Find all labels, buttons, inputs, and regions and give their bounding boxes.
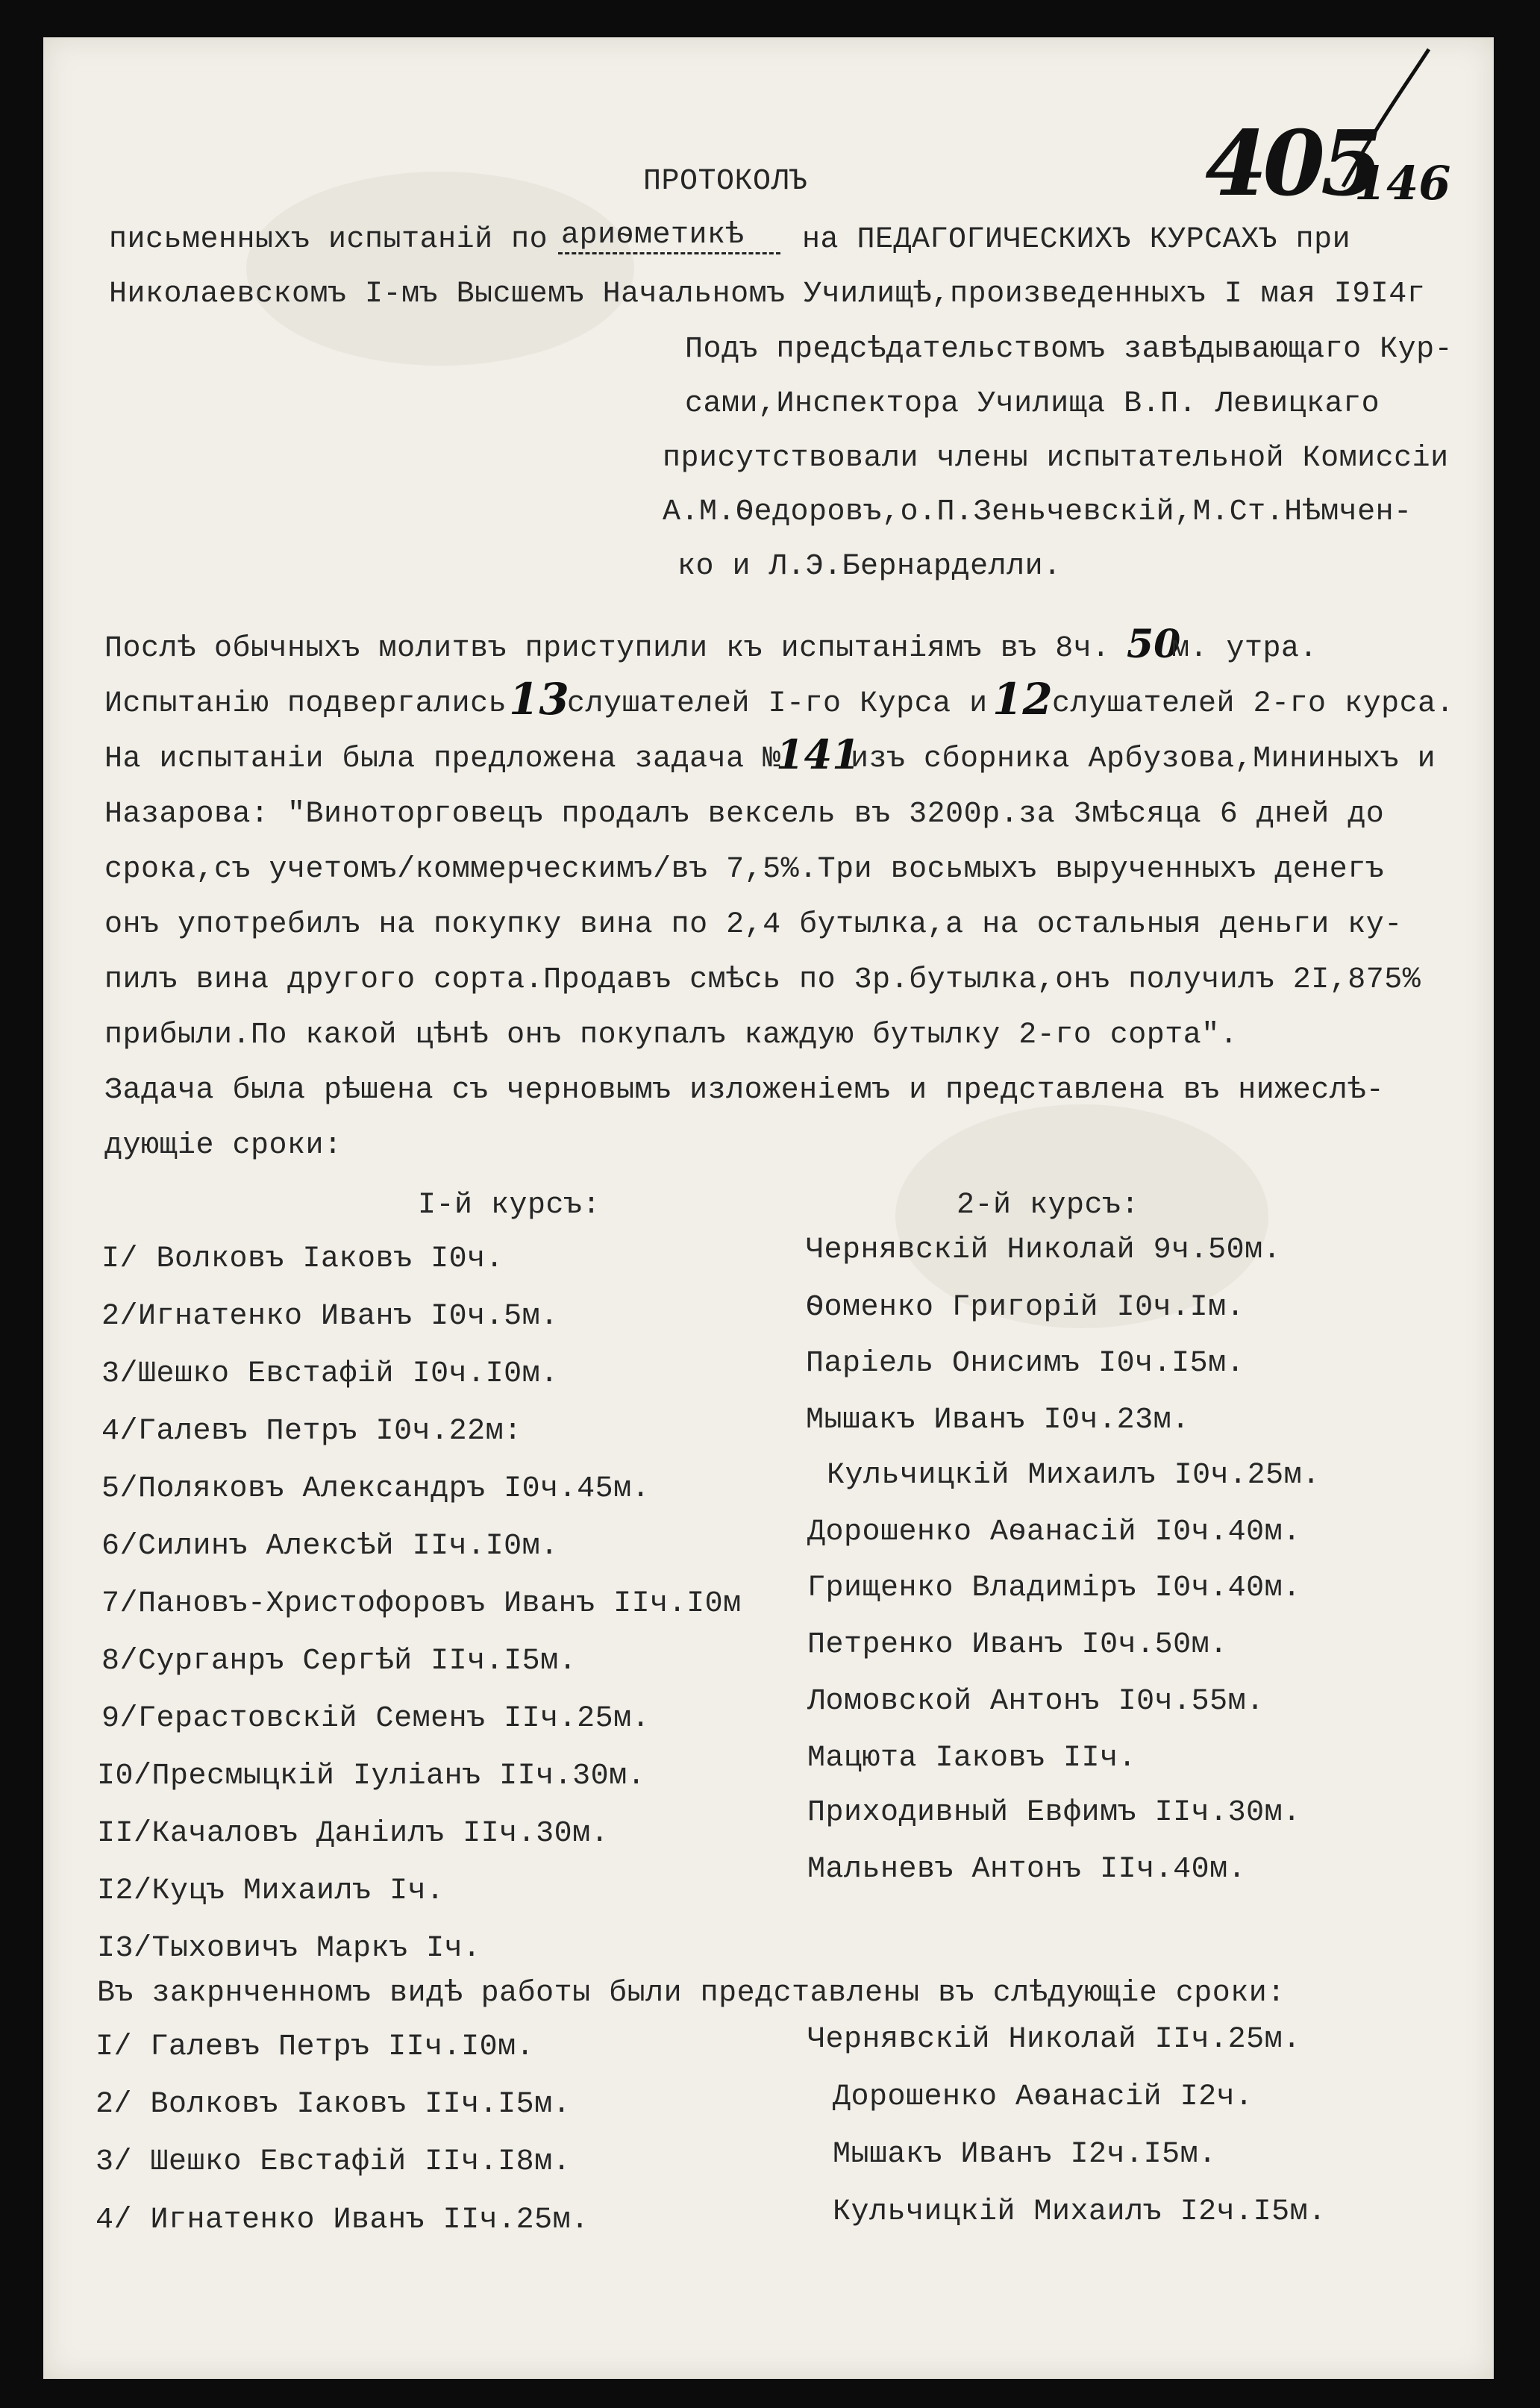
course-1-entry: I/ Волковъ Іаковъ I0ч. (101, 1242, 504, 1276)
final-course-1-entry: I/ Галевъ Петръ IIч.I0м. (96, 2030, 535, 2064)
paper-stain (246, 172, 634, 366)
course-1-entry: I3/Тыховичъ Маркъ Iч. (97, 1932, 481, 1966)
course-2-entry: Грищенко Владиміръ I0ч.40м. (807, 1572, 1301, 1605)
course-2-header: 2-й курсъ: (957, 1189, 1140, 1222)
final-course-1-entry: 2/ Волковъ Іаковъ IIч.I5м. (96, 2088, 572, 2121)
handwritten-minutes: 50 (1127, 622, 1181, 667)
intro-line: ко и Л.Э.Бернарделли. (677, 550, 1062, 584)
course-2-entry: Мышакъ Иванъ I0ч.23м. (806, 1404, 1190, 1437)
course-2-entry: Кульчицкій Михаилъ I0ч.25м. (827, 1459, 1321, 1492)
course-1-header: I-й курсъ: (418, 1189, 601, 1222)
course-1-entry: 5/Поляковъ Александръ I0ч.45м. (101, 1472, 651, 1506)
course-2-entry: Чернявскій Николай 9ч.50м. (806, 1233, 1282, 1267)
course-1-entry: 6/Силинъ Алексѣй IIч.I0м. (101, 1530, 559, 1563)
body-line: слушателей 2-го курса. (1052, 687, 1455, 721)
subject-word: ариѳметикѣ (561, 219, 745, 252)
body-line: слушателей I-го Курса и (567, 687, 988, 721)
body-line: Задача была рѣшена съ черновымъ изложеніемъ и представлена въ нижеслѣ- (104, 1074, 1385, 1107)
handwritten-count: 12 (992, 674, 1053, 725)
course-2-entry: Ломовской Антонъ I0ч.55м. (807, 1685, 1265, 1719)
body-line: пилъ вина другого сорта.Продавъ смѣсь по 3р.бутылка,онъ получилъ 2I,875% (104, 963, 1421, 997)
intro-line: А.М.Ѳедоровъ,о.П.Зеньчевскій,М.Ст.Нѣмчен- (663, 495, 1412, 529)
body-line: Послѣ обычныхъ молитвъ приступили къ испытаніямъ въ 8ч. (104, 632, 1110, 666)
intro-line: Подъ предсѣдательствомъ завѣдывающаго Кур- (685, 333, 1453, 366)
final-course-2-entry: Дорошенко Аѳанасій I2ч. (833, 2080, 1253, 2114)
body-line: срока,съ учетомъ/коммерческимъ/въ 7,5%.Три восьмыхъ вырученныхъ денегъ (104, 853, 1385, 886)
body-line: Назарова: "Виноторговецъ продалъ вексель въ 3200р.за 3мѣсяца 6 дней до (104, 798, 1385, 831)
course-1-entry: 8/Сурганръ Сергѣй IIч.I5м. (101, 1645, 578, 1678)
intro-line: присутствовали члены испытательной Комиссіи (663, 442, 1449, 475)
header-line-1: письменныхъ испытаній по (109, 223, 548, 257)
body-line: онъ употребилъ на покупку вина по 2,4 бутылка,а на остальныя деньги ку- (104, 908, 1403, 942)
handwritten-task-number: 141 (776, 731, 860, 778)
document-title: ПРОТОКОЛЪ (643, 165, 808, 198)
course-1-entry: 9/Герастовскій Семенъ IIч.25м. (101, 1702, 651, 1736)
final-course-1-entry: 3/ Шешко Евстафій IIч.I8м. (96, 2145, 572, 2179)
body-line: На испытаніи была предложена задача № (104, 742, 781, 776)
final-course-2-entry: Мышакъ Иванъ I2ч.I5м. (833, 2138, 1217, 2171)
final-course-1-entry: 4/ Игнатенко Иванъ IIч.25м. (96, 2204, 589, 2237)
course-1-entry: 3/Шешко Евстафій I0ч.I0м. (101, 1357, 559, 1391)
intro-line: сами,Инспектора Училища В.П. Левицкаго (685, 387, 1380, 421)
course-1-entry: 4/Галевъ Петръ I0ч.22м: (101, 1415, 522, 1448)
course-2-entry: Дорошенко Аѳанасій I0ч.40м. (807, 1516, 1301, 1549)
final-header: Въ закрнченномъ видѣ работы были представлены въ слѣдующіе сроки: (97, 1977, 1286, 2010)
header-line-1b: на ПЕДАГОГИЧЕСКИХЪ КУРСАХЪ при (802, 223, 1351, 257)
course-1-entry: 2/Игнатенко Иванъ I0ч.5м. (101, 1300, 559, 1333)
course-1-entry: I0/Пресмыцкій Іуліанъ IIч.30м. (97, 1760, 646, 1793)
archive-number: 405 (1205, 111, 1379, 216)
body-line: м. утра. (1171, 632, 1318, 666)
course-2-entry: Приходивный Евфимъ IIч.30м. (807, 1796, 1301, 1830)
archive-sub-number: 146 (1354, 156, 1451, 210)
subject-underline (558, 252, 780, 254)
body-line: изъ сборника Арбузова,Мининыхъ и (851, 742, 1436, 776)
body-line: Испытанію подвергались (104, 687, 507, 721)
course-1-entry: 7/Пановъ-Христофоровъ Иванъ IIч.I0м (101, 1587, 742, 1621)
handwritten-count: 13 (509, 674, 569, 725)
body-line: прибыли.По какой цѣнѣ онъ покупалъ каждую бутылку 2-го сорта". (104, 1019, 1239, 1052)
course-2-entry: Петренко Иванъ I0ч.50м. (807, 1628, 1228, 1662)
course-2-entry: Мацюта Іаковъ IIч. (807, 1742, 1137, 1775)
header-line-2: Николаевскомъ I-мъ Высшемъ Начальномъ Училищѣ,произведенныхъ I мая I9I4г (109, 278, 1426, 311)
course-2-entry: Паріель Онисимъ I0ч.I5м. (806, 1347, 1245, 1380)
final-course-2-entry: Кульчицкій Михаилъ I2ч.I5м. (833, 2195, 1327, 2229)
annotation-stroke (1298, 45, 1433, 194)
course-1-entry: II/Качаловъ Даніилъ IIч.30м. (97, 1817, 610, 1851)
course-2-entry: Ѳоменко Григорій I0ч.Iм. (806, 1291, 1245, 1325)
final-course-2-entry: Чернявскій Николай IIч.25м. (807, 2023, 1301, 2057)
course-1-entry: I2/Куцъ Михаилъ Iч. (97, 1874, 445, 1908)
course-2-entry: Мальневъ Антонъ IIч.40м. (807, 1853, 1247, 1886)
body-line: дующіе сроки: (104, 1129, 342, 1163)
